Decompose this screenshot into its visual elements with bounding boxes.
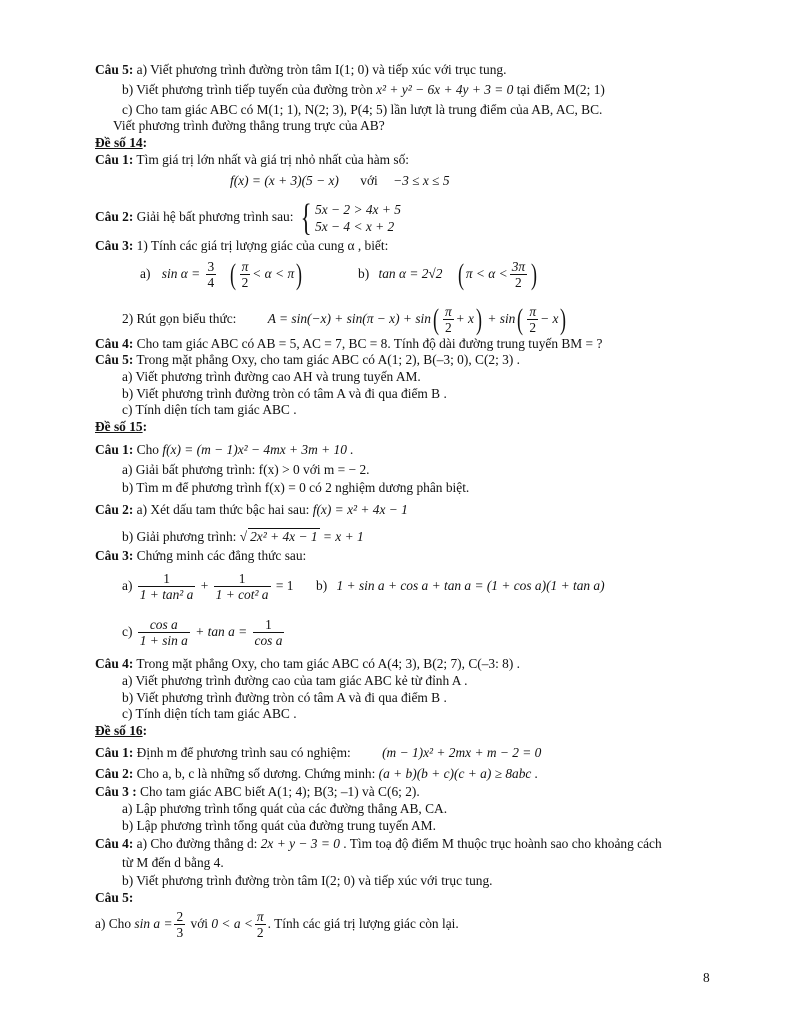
- question-5-a: Câu 5: a) Viết phương trình đường tròn tâm I(1; 0) và tiếp xúc với trục tung.: [95, 62, 507, 77]
- exam-15-title: Đề số 15:: [95, 419, 148, 434]
- exam-15-q4-c: c) Tính diện tích tam giác ABC .: [122, 706, 297, 721]
- question-5-c-line2: Viết phương trình đường thẳng trung trực của AB?: [113, 118, 385, 133]
- exam-16-q2: Câu 2: Cho a, b, c là những số dương. Chứng minh: (a + b)(b + c)(c + a) ≥ 8abc .: [95, 766, 539, 781]
- exam-14-q5-a: a) Viết phương trình đường cao AH và trung tuyến AM.: [122, 369, 421, 384]
- exam-15-q2: Câu 2: a) Xét dấu tam thức bậc hai sau: f(x) = x² + 4x − 1: [95, 502, 408, 517]
- exam-14-q5-c: c) Tính diện tích tam giác ABC .: [122, 402, 297, 417]
- page-number: 8: [703, 970, 710, 985]
- exam-15-q1: Câu 1: Cho f(x) = (m − 1)x² − 4mx + 3m + 10 .: [95, 442, 354, 457]
- exam-15-q3: Câu 3: Chứng minh các đẳng thức sau:: [95, 548, 307, 563]
- exam-14-q3-2: 2) Rút gọn biểu thức: A = sin(−x) + sin(π − x) + sin( $\frac{\pi}{2}$ + x) + sin( $\frac{\pi}{2}$ − x): [122, 302, 567, 336]
- question-5-b: b) Viết phương trình tiếp tuyến của đường tròn x² + y² − 6x + 4y + 3 = 0 tại điểm M(2; 1): [122, 82, 605, 97]
- question-5-c: c) Cho tam giác ABC có M(1; 1), N(2; 3), P(4; 5) lần lượt là trung điểm của AB, AC, BC.: [122, 102, 603, 117]
- exam-14-title: Đề số 14:: [95, 135, 148, 150]
- exam-16-q1: Câu 1: Định m để phương trình sau có nghiệm: (m − 1)x² + 2mx + m − 2 = 0: [95, 745, 542, 760]
- exam-16-q3: Câu 3 : Cho tam giác ABC biết A(1; 4); B(3; –1) và C(6; 2).: [95, 784, 420, 799]
- exam-14-q4: Câu 4: Cho tam giác ABC có AB = 5, AC = 7, BC = 8. Tính độ dài đường trung tuyến BM = ?: [95, 336, 603, 351]
- exam-16-q5: Câu 5:: [95, 890, 134, 905]
- exam-14-q3-a: a) sin α = $\frac{3}{4}$ ( $\frac{\pi}{2}$ < α < π): [140, 257, 303, 291]
- exam-15-q4-b: b) Viết phương trình đường tròn có tâm A và đi qua điểm B .: [122, 690, 447, 705]
- exam-16-q4-b: b) Viết phương trình đường tròn tâm I(2; 0) và tiếp xúc với trục tung.: [122, 873, 493, 888]
- exam-16-q3-b: b) Lập phương trình tổng quát của đường trung tuyến AM.: [122, 818, 436, 833]
- exam-15-q4: Câu 4: Trong mặt phẳng Oxy, cho tam giác ABC có A(4; 3), B(2; 7), C(–3: 8) .: [95, 656, 521, 671]
- exam-16-title: Đề số 16:: [95, 723, 148, 738]
- exam-15-q1-a: a) Giải bất phương trình: f(x) > 0 với m = − 2.: [122, 462, 370, 477]
- exam-14-q2: Câu 2: Giải hệ bất phương trình sau: { 5x − 2 > 4x + 5 5x − 4 < x + 2: [95, 196, 401, 239]
- exam-14-q1: Câu 1: Tìm giá trị lớn nhất và giá trị nhỏ nhất của hàm số:: [95, 152, 410, 167]
- exam-16-q4: Câu 4: a) Cho đường thẳng d: 2x + y − 3 = 0 . Tìm toạ độ điểm M thuộc trục hoành sao cho khoảng cách: [95, 836, 662, 851]
- exam-14-q1-eq: f(x) = (x + 3)(5 − x) với −3 ≤ x ≤ 5: [230, 173, 450, 188]
- exam-16-q5-a: a) Cho sin a = $\frac{2}{3}$ với 0 < a < $\frac{\pi}{2}$ . Tính các giá trị lượng giác còn lại.: [95, 909, 459, 941]
- exam-15-q4-a: a) Viết phương trình đường cao của tam giác ABC kẻ từ đỉnh A .: [122, 673, 468, 688]
- exam-14-q3: Câu 3: 1) Tính các giá trị lượng giác của cung α , biết:: [95, 238, 389, 253]
- exam-15-q1-b: b) Tìm m để phương trình f(x) = 0 có 2 nghiệm dương phân biệt.: [122, 480, 470, 495]
- exam-15-q3-a: a) $\frac{1}{\text{1 + tan² a}}$ + $\frac{1}{\text{1 + cot² a}}$ = 1: [122, 571, 294, 603]
- system-brace: {: [300, 196, 312, 239]
- exam-15-q3-b: b) 1 + sin a + cos a + tan a = (1 + cos a)(1 + tan a): [316, 578, 605, 593]
- exam-16-q4-line2: từ M đến d bằng 4.: [122, 855, 224, 870]
- exam-14-q5-b: b) Viết phương trình đường tròn có tâm A và đi qua điểm B .: [122, 386, 447, 401]
- exam-14-q3-b: b) tan α = 2√2 ( π < α < $\frac{3\pi}{2}$ ): [358, 257, 538, 291]
- exam-14-q5: Câu 5: Trong mặt phẳng Oxy, cho tam giác ABC có A(1; 2), B(–3; 0), C(2; 3) .: [95, 352, 521, 367]
- exam-15-q2-b: b) Giải phương trình: √ 2x² + 4x − 1 = x + 1: [122, 529, 364, 544]
- exam-16-q3-a: a) Lập phương trình tổng quát của các đường thẳng AB, CA.: [122, 801, 448, 816]
- exam-15-q3-c: c) $\frac{\text{cos a}}{\text{1 + sin a}}$ + tan a = $\frac{1}{\text{cos a}}$: [122, 617, 283, 649]
